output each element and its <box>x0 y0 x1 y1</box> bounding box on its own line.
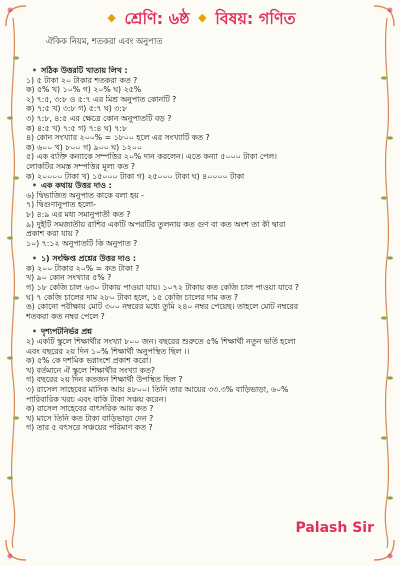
question-line: ৪) কোন সংখ্যার ২০০% = ১৮০০ হলে এর সংখ্যাটি কত ? <box>26 133 210 143</box>
question-line: ক) ৫% কে দশমিক ভগ্নাংশে প্রকাশ করো। <box>26 356 152 366</box>
question-line: ক) ২০০০০ টাকা খ) ১৫০০০ টাকা গ) ২৫০০০ টাকা ঘ) ৪০০০০ টাকা <box>26 171 245 181</box>
question-line: খ) ৯০ কোন সংখ্যার ৫% ? <box>26 273 112 283</box>
mcq-list <box>26 76 376 182</box>
bullet-icon: • <box>32 327 37 337</box>
bullet-icon: • <box>32 181 37 191</box>
question-line: এবং বছরের ২য় দিন ১০% শিক্ষার্থী অনুপস্থিত ছিল ।। <box>26 346 190 356</box>
section-heading: • ১) সংক্ষিপ্ত প্রশ্নের উত্তর দাও : <box>32 254 136 264</box>
right-vine-border <box>380 18 394 548</box>
question-line: ক) রাসেল সাহেবের বাৎসরিক আয় কত ? <box>26 404 154 414</box>
question-line: লোকটির সমস্ত সম্পত্তির মূল্য কত ? <box>26 161 136 171</box>
question-line: ক) ৬০০ খ) ৮০০ গ) ৯০০ ঘ) ১২০০ <box>26 142 142 152</box>
question-line: ক) ৭:৫ খ) ৩:৮ গ) ৫:৭ ঘ) ৩:৮ <box>26 104 128 114</box>
question-line: খ) বর্তমানে ঐ স্কুলে শিক্ষার্থীর সংখ্যা কত? <box>26 365 156 375</box>
question-line: শতকরা কত নম্বর পেলে ? <box>26 311 105 321</box>
question-line: ৫) এক ব্যক্তি কন্যাকে সম্পত্তির ২০% দান করলেন। এতে কন্যা ৫০০০ টাকা পেল। <box>26 152 277 162</box>
question-line: প্রকাশ করা যায় ? <box>26 229 80 239</box>
class-label: শ্রেণি: ৬ষ্ঠ <box>124 9 190 28</box>
author-signature: Palash Sir <box>295 520 374 536</box>
short-question-list <box>26 264 376 322</box>
question-line: ১০) ৭:১২ অনুপাতটি কি অনুপাত ? <box>26 238 138 248</box>
bullet-icon: • <box>32 254 37 264</box>
star-icon: ◆ <box>198 11 207 24</box>
one-word-list <box>26 191 376 249</box>
question-line: ক) ৪:৫ খ) ৭:৫ গ) ৭:৪ ঘ) ৭:৮ <box>26 123 128 133</box>
question-line: ক) ৫% খ) ১০% গ) ২০% ঘ) ২৫% <box>26 85 142 95</box>
question-line: খ) মাসে তিনি কত টাকা বাড়িভাড়া দেন ? <box>26 413 154 423</box>
question-line: ঘ) ৭ কেজি চালের দাম ২৮০ টাকা হলে, ১৫ কেজি চালের দাম কত ? <box>26 292 239 302</box>
question-line: ৬) দ্বিভাজিত অনুপাত কাকে বলা হয় - <box>26 190 144 200</box>
question-line: ক) ২০০ টাকার ২০% = কত টাকা ? <box>26 263 140 273</box>
bullet-icon: • <box>32 66 37 75</box>
question-content <box>26 66 376 433</box>
question-line: ৯) দুইটি সমজাতীয় রাশির একটি অপরটির তুলনায় কত গুণ বা কত অংশ তা কী দ্বারা <box>26 219 286 229</box>
page-title <box>24 6 376 32</box>
section-heading: • সঠিক উত্তরটি খাতায় লিখ : <box>32 66 128 75</box>
question-line: ঙ) কোনো পরীক্ষায় মোট ৩০০ নম্বরের মধ্যে তুমি ২৪০ নম্বর পেয়েছ। তাহলে মোট নম্বরের <box>26 302 299 312</box>
question-line: গ) তার ৫ বৎসরে সঞ্চয়ের পরিমাণ কত ? <box>26 423 153 433</box>
question-line: ৩) রাসেল সাহেবের মাসিক আয় ৪৮০০। তিনি তার আয়ের ৩৩.৩% বাড়িভাড়া, ৬০% <box>26 385 289 394</box>
question-line: গ) ১৮ কেজি চাল ৬৩০ টাকায় পাওয়া যায়। ১০৭২ টাকায় কত কেজি চাল পাওয়া যাবে ? <box>26 283 299 293</box>
question-line: ৭) দ্বিগুণানুপাত হলো- <box>26 200 96 210</box>
left-vine-border <box>6 18 20 548</box>
star-icon: ◆ <box>107 11 116 24</box>
scenario-question-list <box>26 337 376 433</box>
corner-flourish-icon <box>372 538 398 564</box>
section-heading: • দৃশ্যপটনির্ভর প্রশ্ন <box>32 327 92 337</box>
question-line: ৮) ৪:৯ এর মধ্য সমানুপাতী কত ? <box>26 209 131 219</box>
topic-subtitle: ঐকিক নিয়ম, শতকরা এবং অনুপাত <box>46 36 163 46</box>
subject-label: বিষয়: গণিত <box>215 9 296 28</box>
section-heading: • এক কথায় উত্তর দাও : <box>32 181 112 191</box>
question-line: ১) ৫ টাকা ২০ টাকার শতকরা কত ? <box>26 75 138 85</box>
question-line: গ) বছরের ২য় দিন কতজন শিক্ষার্থী উপস্থিত ছিল ? <box>26 375 183 385</box>
question-line: ২) ৭:৫, ৩:৮ ও ৫:৭ এর মিশ্র অনুপাত কোনটি ? <box>26 94 177 104</box>
question-line: ২) একটি স্কুলে শিক্ষার্থীর সংখ্যা ৮০০ জন। বছরের শুরুতে ৫% শিক্ষার্থী নতুন ভর্তি হলো <box>26 337 296 347</box>
corner-flourish-icon <box>2 538 28 564</box>
question-line: ৩) ৭:৮, ৪:৫ এর ক্ষেত্রে কোন অনুপাতটি বড় ? <box>26 113 172 123</box>
question-line: পারিবারিক খরচ এবং বাকি টাকা সঞ্চয় করেন। <box>26 394 167 404</box>
